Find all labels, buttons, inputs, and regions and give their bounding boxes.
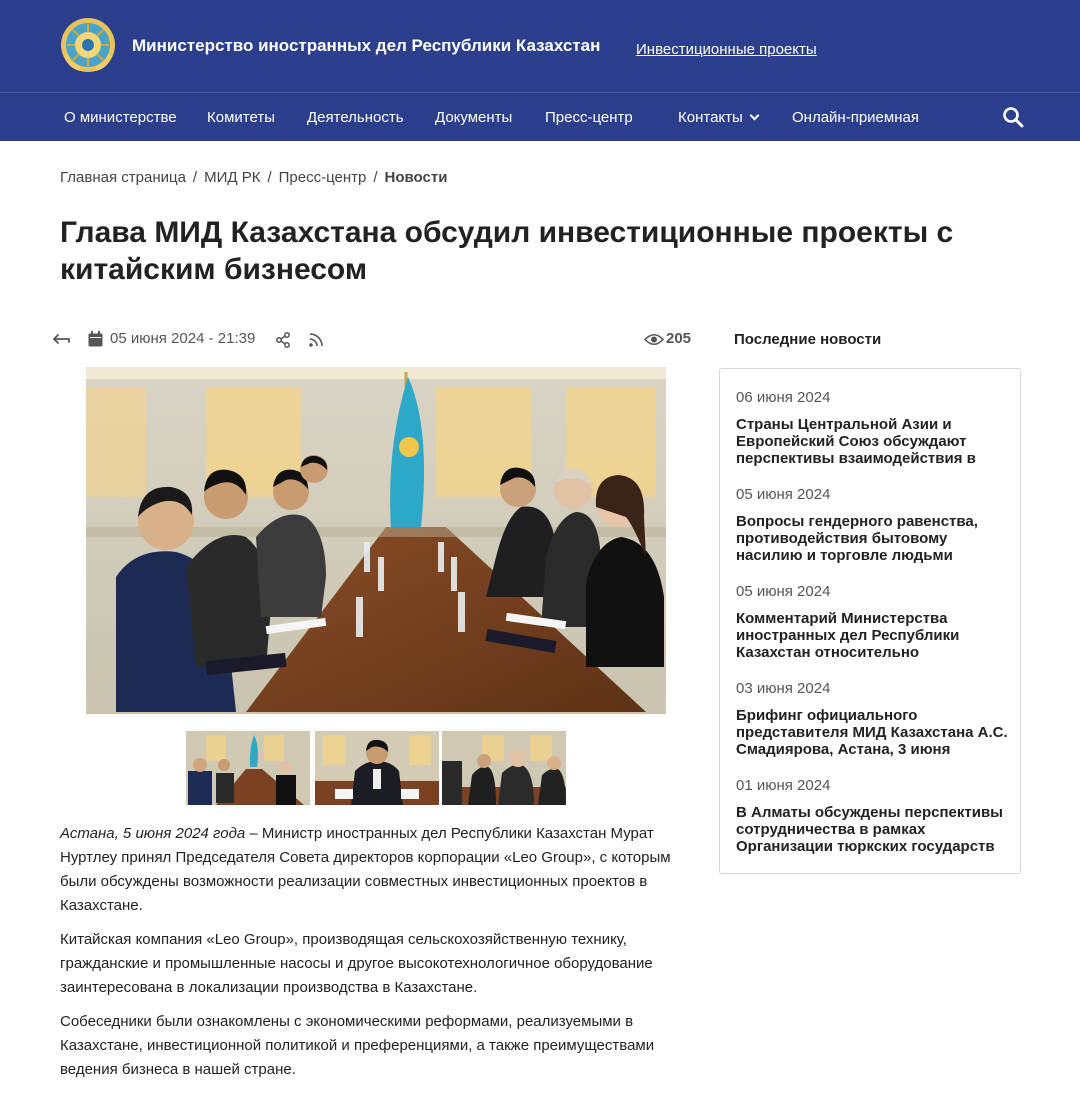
breadcrumb-separator: / [192,169,198,186]
news-date: 05 июня 2024 [736,583,831,600]
article-meta [50,330,695,350]
latest-news-panel [719,368,1021,874]
article-location: Астана, 5 июня 2024 года [60,825,246,842]
main-navigation [0,92,1080,141]
view-count: 205 [666,330,692,347]
back-arrow-icon[interactable] [52,332,70,348]
breadcrumb-press-center[interactable]: Пресс-центр [278,169,367,186]
share-icon[interactable] [275,332,291,348]
investment-projects-link[interactable]: Инвестиционные проекты [636,41,817,58]
news-date: 03 июня 2024 [736,680,831,697]
news-title[interactable]: Страны Центральной Азии и Европейский Союз обсуждают перспективы взаимодействия в [736,416,976,467]
news-title[interactable]: Комментарий Министерства иностранных дел Республики Казахстан относительно [736,610,960,661]
news-item[interactable] [736,583,1008,661]
breadcrumb-mfa[interactable]: МИД РК [204,169,261,186]
news-item[interactable] [736,680,1008,758]
thumbnail-1[interactable] [186,731,310,805]
article-lead: – Министр иностранных дел Республики Казахстан Мурат Нуртлеу принял Председателя Совета директоров корпорации «Leo Group», с которым были обсуждены возможности реализации совместных инвестиционных проектов в Казахстане. [60,825,671,914]
breadcrumb-separator: / [373,169,378,186]
news-title[interactable]: Брифинг официального представителя МИД Казахстана А.С. Смадиярова, Астана, 3 июня [736,707,1008,758]
news-date: 05 июня 2024 [736,486,831,503]
rss-icon[interactable] [308,332,324,348]
breadcrumb-home[interactable]: Главная страница [60,169,186,186]
nav-item-documents[interactable]: Документы [435,109,513,126]
nav-item-contacts[interactable] [678,109,758,126]
eye-icon [644,332,664,347]
page-title: Глава МИД Казахстана обсудил инвестиционные проекты с китайским бизнесом [60,216,954,286]
article-date: 05 июня 2024 - 21:39 [110,330,256,347]
calendar-icon [88,331,103,347]
news-item[interactable] [736,389,1008,467]
nav-item-online-reception[interactable]: Онлайн-приемная [792,109,919,126]
chevron-down-icon [749,111,759,121]
nav-item-contacts-label: Контакты [678,109,743,126]
article-paragraph: Собеседники были ознакомлены с экономическими реформами, реализуемыми в Казахстане, инвестиционной политикой и преференциями, а также преимуществами ведения бизнеса в нашей стране. [60,1013,655,1078]
news-item[interactable] [736,486,1008,564]
news-date: 06 июня 2024 [736,389,831,406]
news-item[interactable] [736,777,1008,855]
article-paragraph [60,822,700,918]
emblem-logo[interactable] [60,16,116,74]
nav-item-press-center[interactable]: Пресс-центр [545,109,633,126]
breadcrumb [60,169,447,186]
article-body [60,822,700,1092]
nav-item-activity[interactable]: Деятельность [307,109,404,126]
breadcrumb-separator: / [267,169,272,186]
nav-item-committees[interactable]: Комитеты [207,109,275,126]
site-title[interactable]: Министерство иностранных дел Республики Казахстан [132,36,601,55]
news-title[interactable]: В Алматы обсуждены перспективы сотрудничества в рамках Организации тюркских государств [736,804,1003,855]
site-header [0,0,1080,92]
thumbnail-2[interactable] [315,731,439,805]
breadcrumb-current: Новости [384,169,448,186]
news-title[interactable]: Вопросы гендерного равенства, противодействия бытовому насилию и торговле людьми [736,513,978,564]
latest-news-heading: Последние новости [734,331,882,348]
search-icon[interactable] [1002,106,1024,128]
main-photo[interactable] [86,367,666,714]
thumbnail-3[interactable] [442,731,566,805]
nav-item-about[interactable]: О министерстве [64,109,177,126]
news-date: 01 июня 2024 [736,777,831,794]
article-paragraph: Китайская компания «Leo Group», производящая сельскохозяйственную технику, гражданские и промышленные насосы и другое высокотехнологичное оборудование заинтересована в локализации производства в Казахстане. [60,931,653,996]
